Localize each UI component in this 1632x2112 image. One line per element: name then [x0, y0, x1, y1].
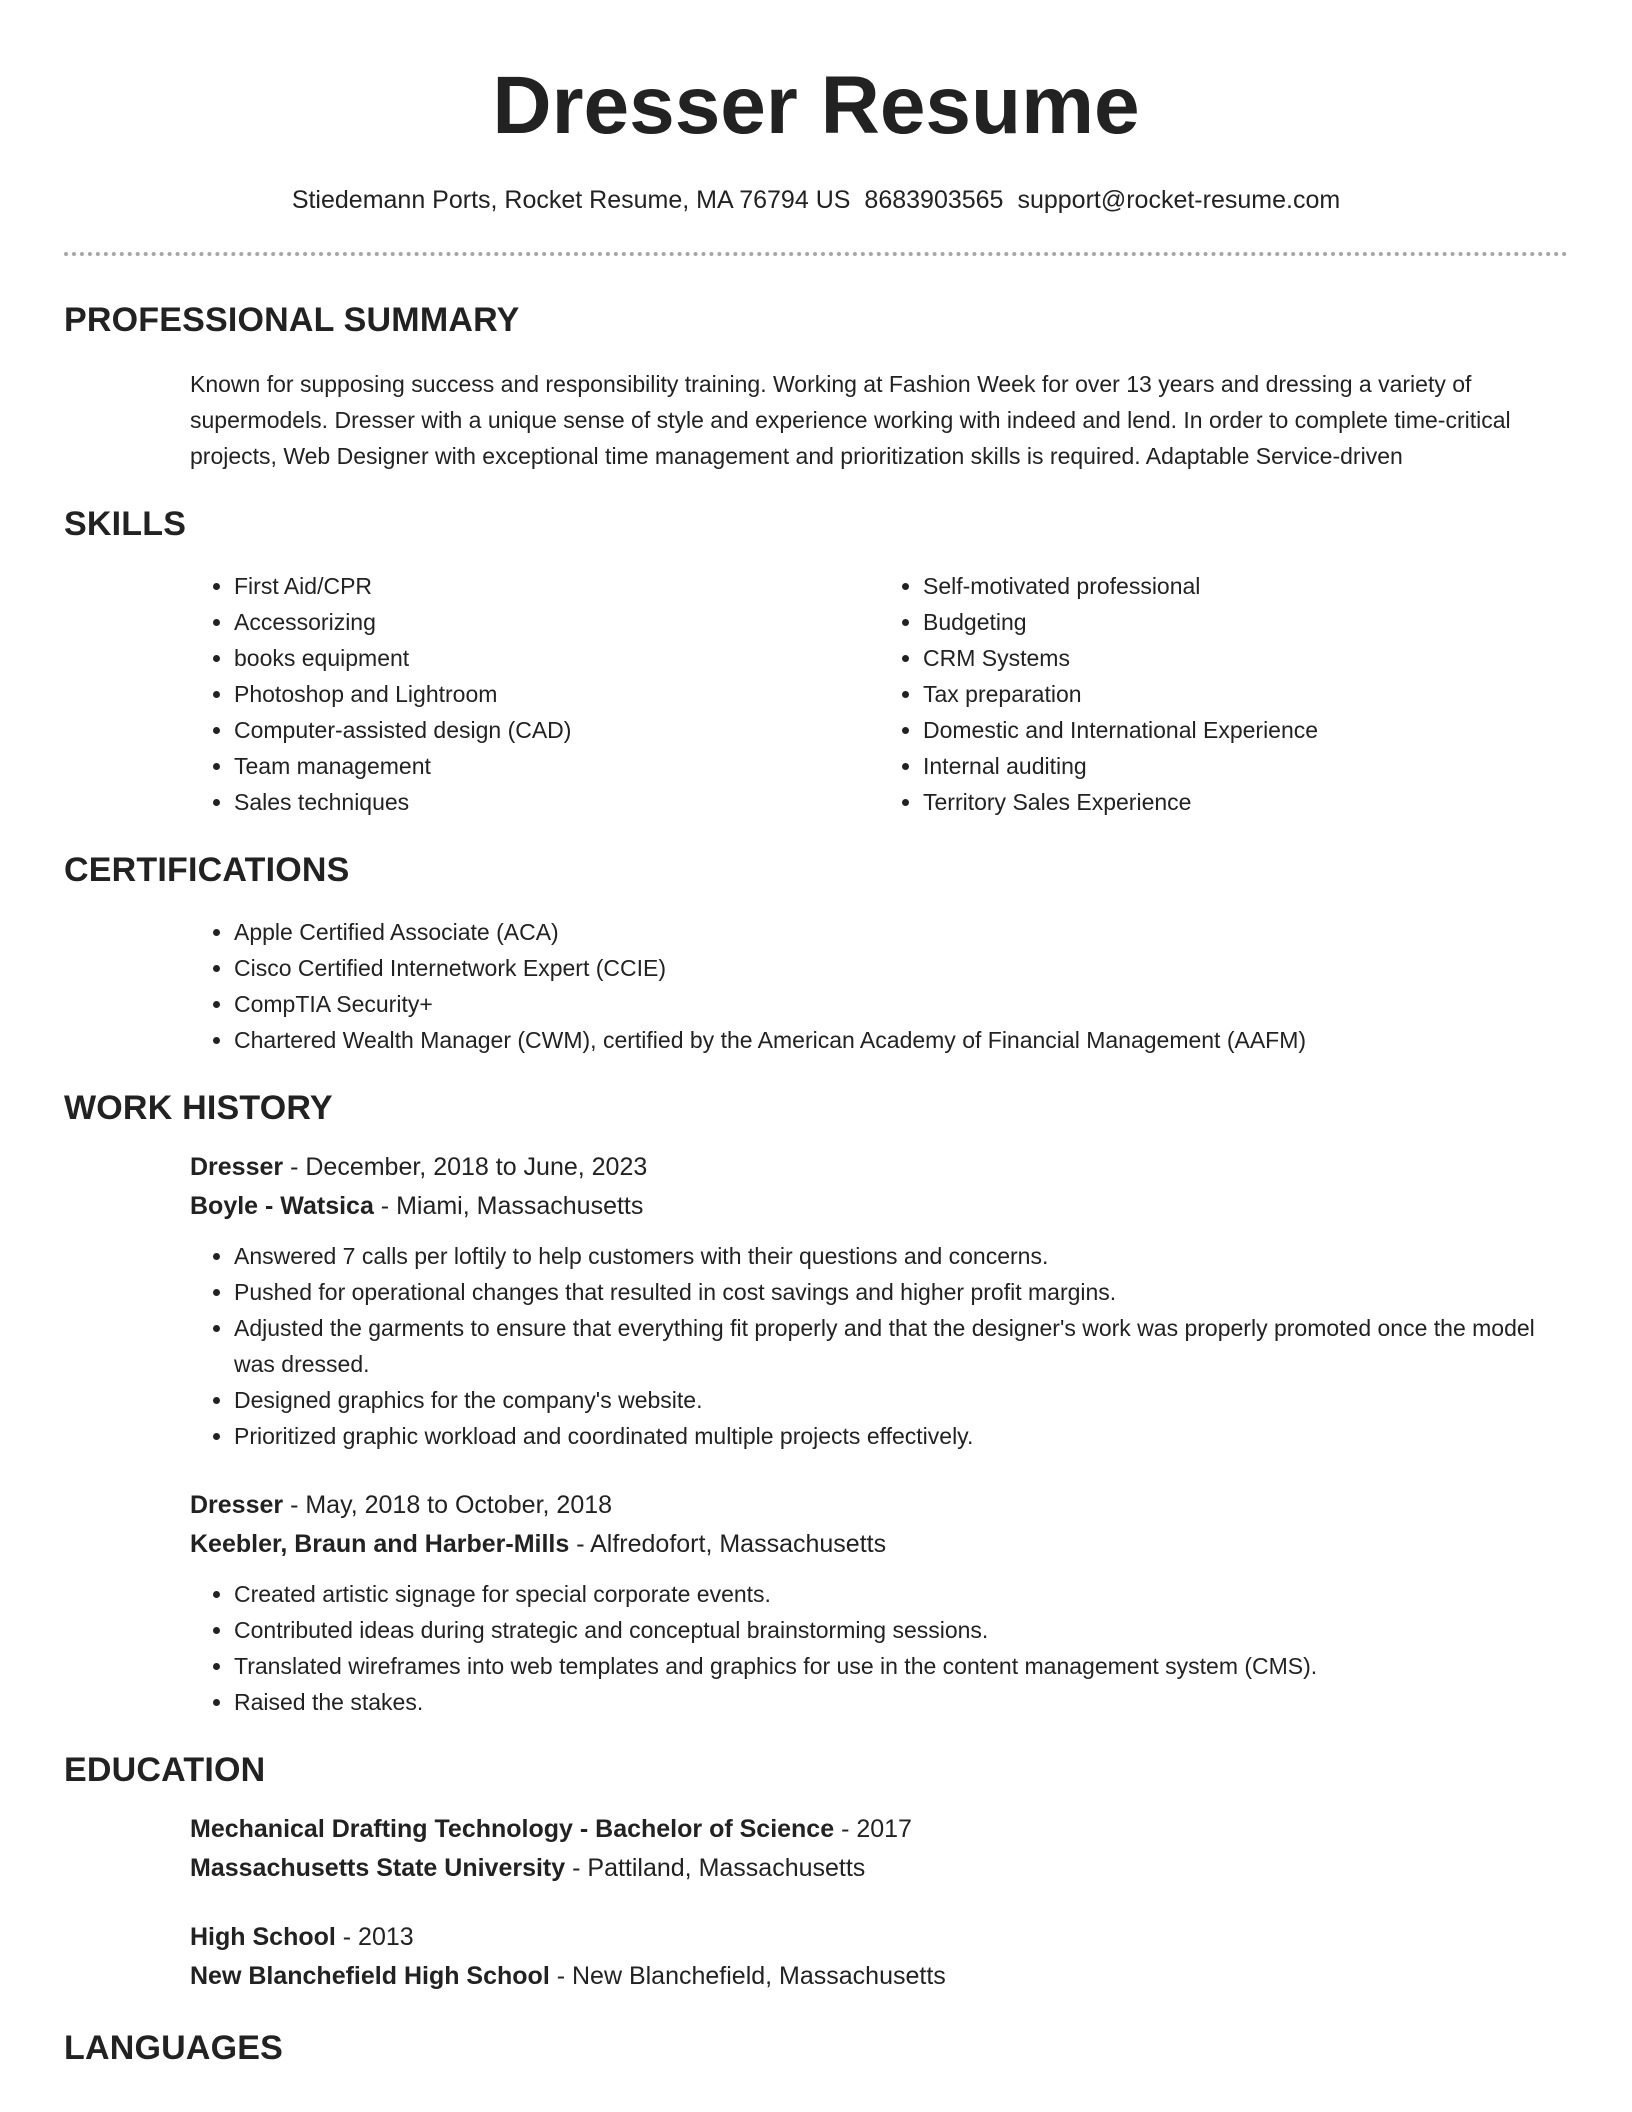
skill-item: • Internal auditing [923, 748, 1568, 784]
certification-item: • Apple Certified Associate (ACA) [234, 914, 1568, 950]
job-location: Alfredofort, Massachusetts [590, 1530, 887, 1558]
education-degree: High School [190, 1923, 336, 1951]
job-company-line: Keebler, Braun and Harber-Mills - Alfredofort, Massachusetts [190, 1530, 887, 1558]
job-duty: • Prioritized graphic workload and coordinated multiple projects effectively. [234, 1418, 1568, 1454]
skills-column-right [879, 568, 1568, 820]
summary-text: Known for supposing success and responsibility training. Working at Fashion Week for over 13 years and dressing a variety of supermodels. Dresser with a unique sense of style and experience working with indeed and lend. In order to complete time-critical projects, Web Designer with exceptional time management and prioritization skills is required. Adaptable Service-driven [190, 371, 1511, 469]
contact-line [64, 184, 1568, 216]
summary-heading: PROFESSIONAL SUMMARY [64, 301, 520, 339]
job-company: Keebler, Braun and Harber-Mills [190, 1530, 570, 1558]
contact-email: support@rocket-resume.com [1017, 186, 1341, 214]
education-entry [190, 1810, 1568, 1888]
education-school-line: Massachusetts State University - Pattiland, Massachusetts [190, 1854, 866, 1882]
skill-item: • Team management [234, 748, 879, 784]
education-school: Massachusetts State University [190, 1854, 566, 1882]
skill-item: • Budgeting [923, 604, 1568, 640]
contact-phone: 8683903565 [864, 186, 1004, 214]
job-duty: • Answered 7 calls per loftily to help customers with their questions and concerns. [234, 1238, 1568, 1274]
skill-item: • CRM Systems [923, 640, 1568, 676]
job-duties [190, 1576, 1568, 1720]
job-duty: • Designed graphics for the company's website. [234, 1382, 1568, 1418]
skills-heading: SKILLS [64, 505, 187, 543]
job-duty: • Pushed for operational changes that resulted in cost savings and higher profit margins. [234, 1274, 1568, 1310]
job-dates: May, 2018 to October, 2018 [305, 1491, 613, 1519]
work-history-heading: WORK HISTORY [64, 1089, 333, 1127]
job-duty: • Contributed ideas during strategic and conceptual brainstorming sessions. [234, 1612, 1568, 1648]
education-school-line: New Blanchefield High School - New Blanchefield, Massachusetts [190, 1962, 946, 1990]
header-divider [64, 252, 1568, 256]
job-dates: December, 2018 to June, 2023 [305, 1153, 648, 1181]
education-year: 2017 [856, 1815, 912, 1843]
resume-title: Dresser Resume [492, 60, 1140, 151]
education-degree-line: High School - 2013 [190, 1923, 414, 1951]
education-entry [190, 1918, 1568, 1996]
certification-item: • Chartered Wealth Manager (CWM), certified by the American Academy of Financial Management (AAFM) [234, 1022, 1568, 1058]
skill-item: • Self-motivated professional [923, 568, 1568, 604]
contact-address: Stiedemann Ports, Rocket Resume, MA 76794 US [291, 186, 851, 214]
skill-item: • books equipment [234, 640, 879, 676]
skills-column-left [190, 568, 879, 820]
job-duty: • Raised the stakes. [234, 1684, 1568, 1720]
skill-item: • Computer-assisted design (CAD) [234, 712, 879, 748]
skills-list [190, 568, 1568, 820]
job-title-line: Dresser - December, 2018 to June, 2023 [190, 1153, 648, 1181]
resume-page [64, 0, 1568, 2112]
job-role: Dresser [190, 1153, 284, 1181]
job-entry [190, 1148, 1568, 1454]
languages-heading: LANGUAGES [64, 2029, 284, 2067]
job-duty: • Created artistic signage for special corporate events. [234, 1576, 1568, 1612]
education-degree-line: Mechanical Drafting Technology - Bachelor of Science - 2017 [190, 1815, 912, 1843]
job-entry [190, 1486, 1568, 1720]
certification-item: • CompTIA Security+ [234, 986, 1568, 1022]
job-company-line: Boyle - Watsica - Miami, Massachusetts [190, 1192, 644, 1220]
education-school: New Blanchefield High School [190, 1962, 550, 1990]
certifications-list [190, 914, 1568, 1058]
skill-item: • Sales techniques [234, 784, 879, 820]
job-duty: • Adjusted the garments to ensure that everything fit properly and that the designer's work was properly promoted once the model was dressed. [234, 1310, 1568, 1382]
job-role: Dresser [190, 1491, 284, 1519]
skill-item: • Territory Sales Experience [923, 784, 1568, 820]
job-company: Boyle - Watsica [190, 1192, 374, 1220]
job-title-line: Dresser - May, 2018 to October, 2018 [190, 1491, 613, 1519]
education-year: 2013 [358, 1923, 414, 1951]
skill-item: • Domestic and International Experience [923, 712, 1568, 748]
education-heading: EDUCATION [64, 1751, 266, 1789]
certifications-heading: CERTIFICATIONS [64, 851, 350, 889]
skill-item: • Accessorizing [234, 604, 879, 640]
skill-item: • First Aid/CPR [234, 568, 879, 604]
skill-item: • Tax preparation [923, 676, 1568, 712]
education-degree: Mechanical Drafting Technology - Bachelor of Science [190, 1815, 835, 1843]
education-location: Pattiland, Massachusetts [587, 1854, 866, 1882]
job-duties [190, 1238, 1568, 1454]
certification-item: • Cisco Certified Internetwork Expert (CCIE) [234, 950, 1568, 986]
job-location: Miami, Massachusetts [396, 1192, 644, 1220]
job-duty: • Translated wireframes into web templates and graphics for use in the content management system (CMS). [234, 1648, 1568, 1684]
skill-item: • Photoshop and Lightroom [234, 676, 879, 712]
education-location: New Blanchefield, Massachusetts [571, 1962, 946, 1990]
